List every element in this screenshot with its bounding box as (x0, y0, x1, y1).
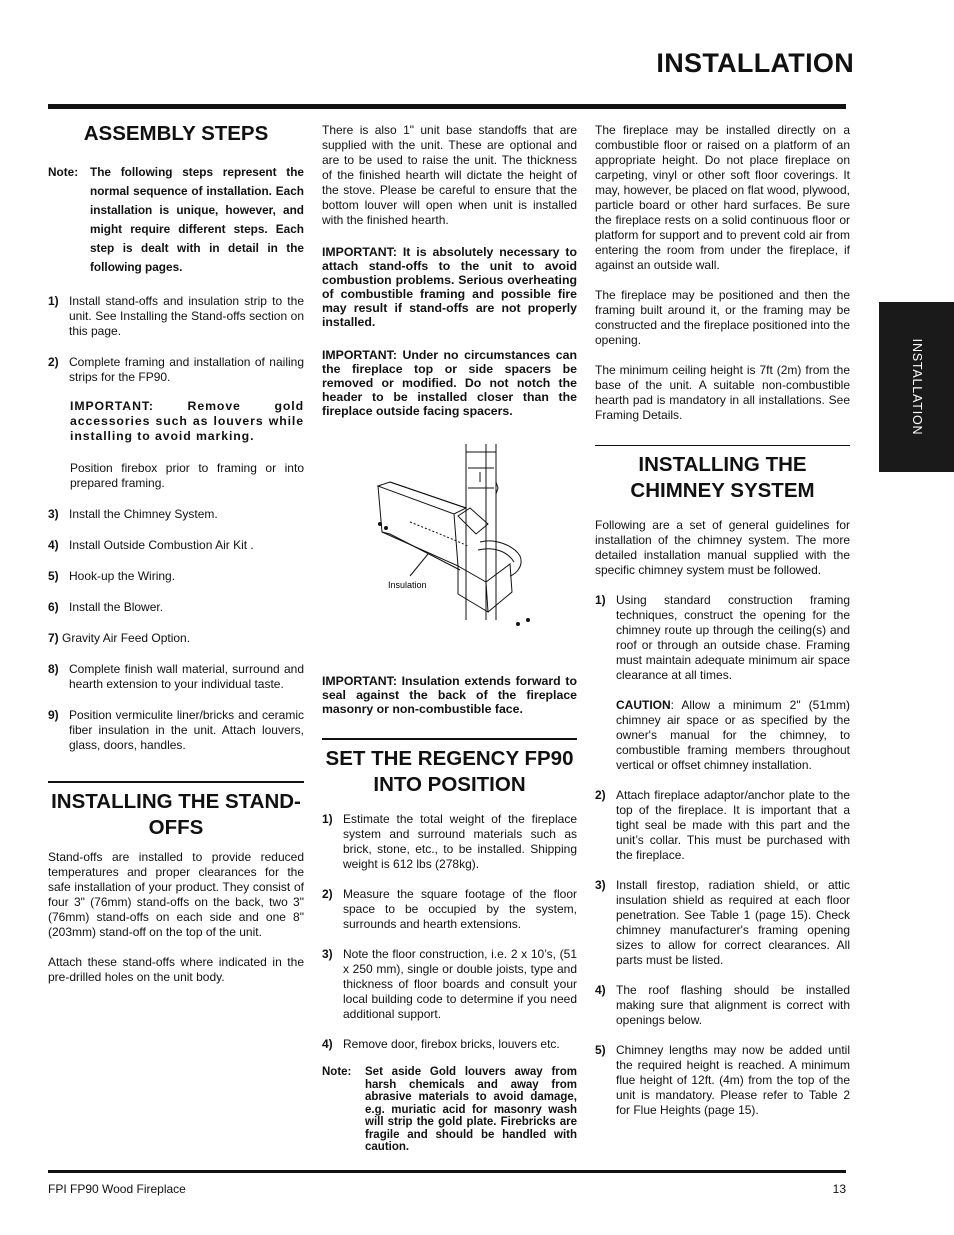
note-text: The following steps represent the normal sequence of installation. Each installation is unique, however, and might require different steps. Each step is dealt with in detail in the following pages. (90, 165, 304, 274)
list-item (322, 812, 577, 872)
step-number: 2) (322, 887, 333, 901)
step-text: Install the Blower. (69, 600, 164, 614)
section-divider (322, 738, 577, 740)
list-item (322, 1037, 577, 1052)
step-number: 7) (48, 631, 59, 645)
step-number: 9) (48, 708, 59, 722)
list-item (595, 878, 850, 968)
step-number: 1) (322, 812, 333, 826)
step-text: Install the Chimney System. (69, 507, 218, 521)
standoffs-paragraph: Stand-offs are installed to provide reduced temperatures and proper clearances for the safe installation of your product. They consist of four 3" (76mm) stand-offs on the back, two 3" (76mm) stand-offs on each side and one 8" (203mm) stand-off on the top of the unit. (48, 850, 304, 939)
standoffs-heading: INSTALLING THE STAND-OFFS (51, 790, 301, 839)
position-firebox-text: Position firebox prior to framing or into prepared framing. (70, 461, 304, 490)
gold-accessories-warning: IMPORTANT: Remove gold accessories such as louvers while installing to avoid marking. (70, 399, 304, 443)
step-text: Chimney lengths may now be added until the required height is reached. A minimum flue height of 12ft. (4m) from the top of the unit is mandatory. Please refer to Table 2 for Flue Heights (page 15). (616, 1043, 850, 1117)
caution-text: : Allow a minimum 2" (51mm) chimney air space or as specified by the owner's manual for the chimney, to combustible framing members throughout vertical or offset chimney installation. (616, 698, 850, 772)
step-number: 3) (48, 507, 59, 521)
insulation-warning: IMPORTANT: Insulation extends forward to seal against the back of the fireplace masonry or non-combustible face. (322, 674, 577, 716)
assembly-note (48, 163, 304, 277)
step-text: Note the floor construction, i.e. 2 x 10’s, (51 x 250 mm), single or double joists, type and thickness of floor boards and consult your local building code to determine if you need additional support. (343, 947, 577, 1021)
list-item (595, 788, 850, 863)
assembly-steps-heading: ASSEMBLY STEPS (83, 122, 269, 145)
list-item (595, 593, 850, 683)
step-number: 3) (595, 878, 606, 892)
step-number: 2) (48, 355, 59, 369)
step-number: 5) (48, 569, 59, 583)
note-label: Note: (322, 1066, 352, 1078)
framing-paragraph: The fireplace may be positioned and then the framing built around it, or the framing may be constructed and the fireplace positioned into the opening. (595, 288, 850, 347)
caution-label: CAUTION (616, 698, 671, 712)
chimney-caution (616, 698, 850, 773)
step-text: The roof flashing should be installed making sure that alignment is correct with openings below. (616, 983, 850, 1027)
step-number: 4) (595, 983, 606, 997)
list-item (48, 538, 304, 553)
chimney-intro: Following are a set of general guidelines for installation of the chimney system. The more detailed installation manual supplied with the specific chimney system must be followed. (595, 518, 850, 577)
list-item (595, 983, 850, 1028)
base-standoffs-paragraph: There is also 1" unit base standoffs that are supplied with the unit. These are optional and are to be used to raise the unit. The thickness of the finished hearth will dictate the height of the stove. Please be careful to ensure that the bottom louver will open when unit is installed with the finished hearth. (322, 123, 577, 227)
step-text: Remove door, firebox bricks, louvers etc. (343, 1037, 560, 1051)
page-title: INSTALLATION (656, 48, 854, 78)
list-item (48, 631, 304, 646)
section-divider (595, 445, 850, 446)
list-item (322, 947, 577, 1022)
list-item (48, 569, 304, 584)
gold-louvers-note (322, 1066, 577, 1154)
step-text: Estimate the total weight of the fireplace system and surround materials such as brick, stone, etc., to be installed. Shipping weight is 612 lbs (278kg). (343, 812, 577, 871)
top-rule (48, 104, 846, 109)
step-number: 1) (48, 294, 59, 308)
list-item (48, 507, 304, 522)
floor-paragraph: The fireplace may be installed directly on a combustible floor or raised on a platform of an appropriate height. Do not place fireplace on carpeting, vinyl or other soft floor coverings. It may, however, be placed on flat wood, plywood, particle board or other hard surfaces. Be sure the fireplace rests on a solid continuous floor or platform for support and to prevent cold air from entering the room from under the fireplace, if against an outside wall. (595, 123, 850, 272)
note-label: Note: (48, 165, 79, 179)
regency-heading: SET THE REGENCY FP90 INTO POSITION (325, 747, 574, 796)
list-item (48, 600, 304, 615)
step-number: 8) (48, 662, 59, 676)
bottom-rule (48, 1170, 846, 1173)
step-number: 3) (322, 947, 333, 961)
chimney-heading: INSTALLING THE CHIMNEY SYSTEM (630, 453, 815, 502)
column-1 (48, 120, 304, 985)
ceiling-paragraph: The minimum ceiling height is 7ft (2m) from the base of the unit. A suitable non-combustible hearth pad is mandatory in all installations. See Framing Details. (595, 363, 850, 422)
step-number: 4) (48, 538, 59, 552)
section-tab-label: INSTALLATION (909, 338, 924, 436)
spacers-warning: IMPORTANT: Under no circumstances can the fireplace top or side spacers be removed or modified. Do not notch the header to be installed closer than the fireplace outside facing spacers. (322, 348, 577, 418)
step-text: Complete finish wall material, surround and hearth extension to your individual taste. (69, 662, 304, 691)
insulation-label: Insulation (388, 580, 427, 590)
footer-title: FPI FP90 Wood Fireplace (48, 1182, 186, 1196)
step-text: Gravity Air Feed Option. (62, 631, 191, 645)
list-item (48, 355, 304, 385)
list-item (48, 294, 304, 339)
page-number: 13 (832, 1182, 846, 1196)
list-item (595, 1043, 850, 1118)
column-3 (595, 120, 850, 1118)
note-text: Set aside Gold louvers away from harsh chemicals and away from abrasive materials to avoid damage, e.g. muriatic acid for masonry wash will strip the gold plate. Firebricks are fragile and should be handled with caution. (365, 1066, 577, 1153)
step-number: 5) (595, 1043, 606, 1057)
section-divider (48, 781, 304, 783)
step-text: Complete framing and installation of nailing strips for the FP90. (69, 355, 304, 384)
step-number: 1) (595, 593, 606, 607)
step-text: Using standard construction framing techniques, construct the opening for the chimney route up through the ceiling(s) and roof or through an outside chase. Framing must maintain adequate minimum air space clearance at all times. (616, 593, 850, 682)
step-text: Install stand-offs and insulation strip to the unit. See Installing the Stand-offs section on this page. (69, 294, 304, 338)
column-2 (322, 120, 577, 1154)
step-number: 4) (322, 1037, 333, 1051)
section-tab (879, 302, 954, 472)
step-text: Position vermiculite liner/bricks and ceramic fiber insulation in the unit. Attach louvers, glass, doors, handles. (69, 708, 304, 752)
list-item (322, 887, 577, 932)
standoffs-warning: IMPORTANT: It is absolutely necessary to attach stand-offs to the unit to avoid combustion problems. Serious overheating of combustible framing and possible fire may result if stand-offs are not properly installed. (322, 245, 577, 329)
standoffs-paragraph: Attach these stand-offs where indicated in the pre-drilled holes on the unit body. (48, 955, 304, 984)
list-item (48, 662, 304, 692)
step-text: Measure the square footage of the floor space to be occupied by the system, surrounds and hearth extensions. (343, 887, 577, 931)
step-text: Install Outside Combustion Air Kit . (69, 538, 254, 552)
step-text: Install firestop, radiation shield, or attic insulation shield as required at each floor penetration. See Table 1 (page 15). Check chimney manufacturer's framing opening sizes to allow for correct clearances. All parts must be listed. (616, 878, 850, 967)
insulation-illustration (350, 442, 550, 632)
step-text: Hook-up the Wiring. (69, 569, 176, 583)
step-number: 2) (595, 788, 606, 802)
list-item (48, 708, 304, 753)
step-number: 6) (48, 600, 59, 614)
step-text: Attach fireplace adaptor/anchor plate to the top of the fireplace. It is important that a tight seal be made with this part and the unit’s collar. This must be purchased with the fireplace. (616, 788, 850, 862)
